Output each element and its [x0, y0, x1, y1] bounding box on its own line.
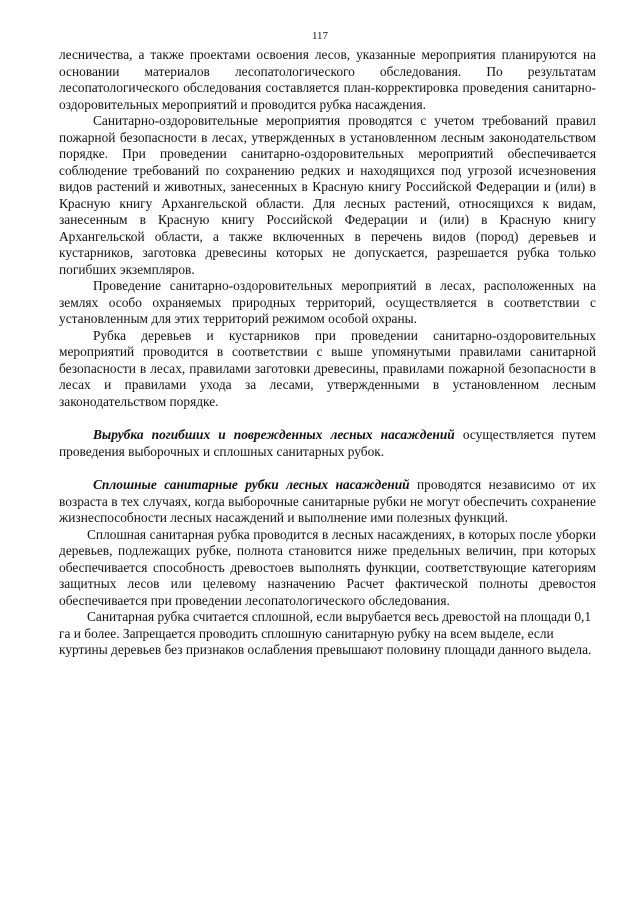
document-body	[59, 47, 596, 659]
paragraph-3: Проведение санитарно-оздоровительных мероприятий в лесах, расположенных на землях особо охраняемых природных территорий, осуществляется в соответствии с установленным для этих территорий режимом особой охраны.	[59, 278, 596, 326]
paragraph-6-heading: Сплошные санитарные рубки лесных насаждений	[93, 477, 410, 492]
paragraph-8: Санитарная рубка считается сплошной, если вырубается весь древостой на площади 0,1 га и более. Запрещается проводить сплошную санитарную рубку на всем выделе, если куртины деревьев без признаков ослабления превышают половину площади данного выдела.	[59, 609, 592, 657]
paragraph-7: Сплошная санитарная рубка проводится в лесных насаждениях, в которых после уборки деревьев, подлежащих рубке, полнота становится ниже предельных величин, при которых обеспечивается способность древостоев выполнять функции, соответствующие категориям защитных лесов или целевому назначению Расчет фактической полноты древостоя обеспечивается при проведении лесопатологического обследования.	[59, 526, 596, 608]
paragraph-6-text: проводятся независимо от их возраста в тех случаях, когда выборочные санитарные рубки не могут обеспечить сохранение жизнеспособности лесных насаждений и выполнение ими полезных функций.	[59, 477, 596, 525]
paragraph-5-heading: Вырубка погибших и поврежденных лесных насаждений	[93, 427, 455, 442]
paragraph-2: Санитарно-оздоровительные мероприятия проводятся с учетом требований правил пожарной безопасности в лесах, утвержденных в установленном лесным законодательством порядке. При проведении санитарно-оздоровительных мероприятий обеспечивается соблюдение требований по сохранению редких и находящихся под угрозой исчезновения видов растений и животных, занесенных в Красную книгу Российской Федерации и (или) в Красную книгу Архангельской области. Для лесных растений, относящихся к видам, занесенным в Красную книгу Российской Федерации и (или) в Красную книгу Архангельской области, а также включенных в перечень видов (пород) деревьев и кустарников, заготовка древесины которых не допускается, разрешается рубка только погибших экземпляров.	[59, 113, 596, 277]
paragraph-1: лесничества, а также проектами освоения лесов, указанные мероприятия планируются на основании материалов лесопатологического обследования. По результатам лесопатологического обследования составляется план-корректировка проведения санитарно-оздоровительных мероприятий и проводится рубка насаждения.	[59, 47, 596, 112]
paragraph-5-text: осуществляется путем проведения выборочных и сплошных санитарных рубок.	[59, 427, 596, 459]
paragraph-4: Рубка деревьев и кустарников при проведении санитарно-оздоровительных мероприятий проводится в соответствии с выше упомянутыми правилами санитарной безопасности в лесах, правилами заготовки древесины, правилами пожарной безопасности в лесах и правилами ухода за лесами, утвержденными в установленном лесным законодательством порядке.	[59, 327, 596, 409]
paragraph-6	[59, 477, 596, 527]
paragraph-5	[59, 427, 596, 460]
page-number: 117	[311, 30, 329, 42]
